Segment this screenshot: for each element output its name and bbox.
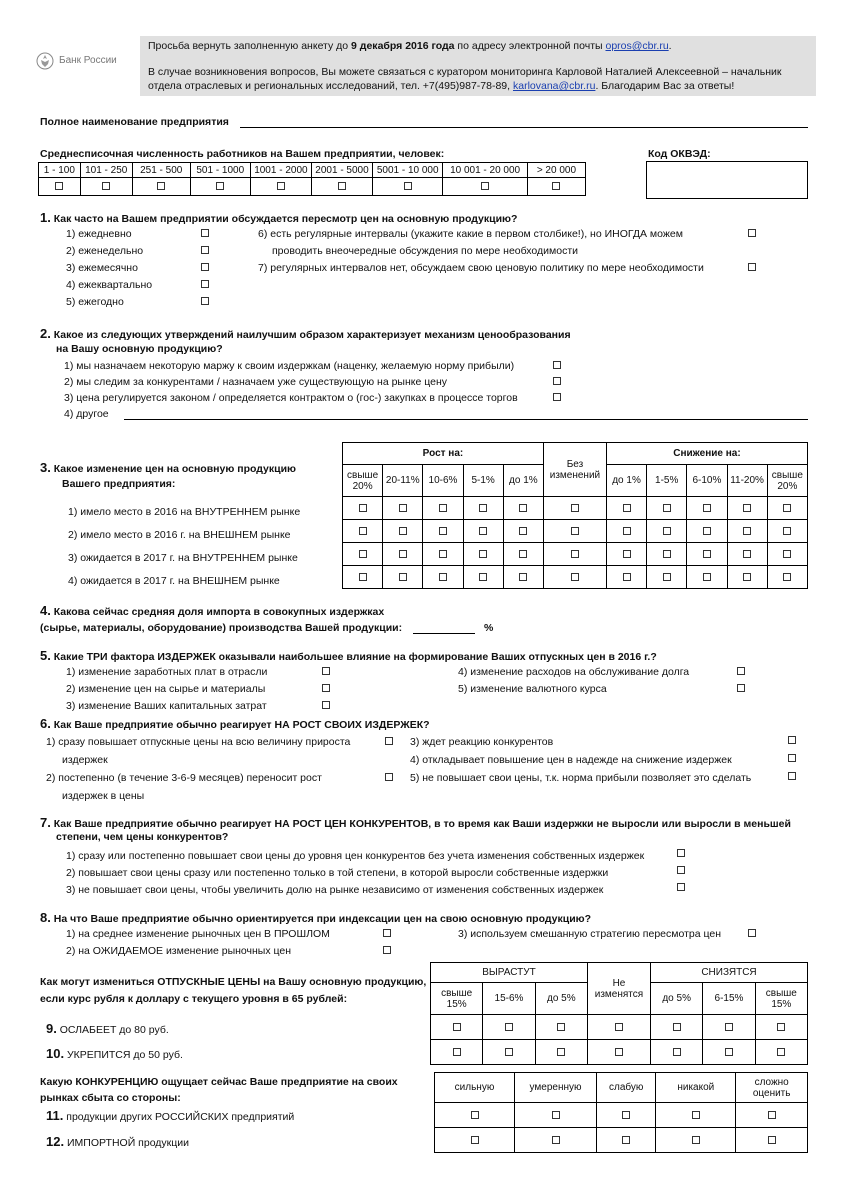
q7-option: 1) сразу или постепенно повышает свои цены до уровня цен конкурентов без учета изменения собственных издержек	[66, 850, 645, 862]
q3-checkbox[interactable]	[479, 550, 487, 558]
q3-checkbox[interactable]	[399, 504, 407, 512]
q9-10-decline-header: СНИЗЯТСЯ	[650, 963, 807, 983]
q2-option-other: 4) другое	[64, 408, 109, 420]
q9-10-decline-col: до 5%	[650, 983, 702, 1015]
employees-checkbox[interactable]	[55, 182, 63, 190]
q7-option: 3) не повышает свои цены, чтобы увеличить долю на рынке независимо от изменения собственных издержек	[66, 884, 604, 896]
employees-table	[38, 162, 586, 196]
q7-title-cont: степени, чем цены конкурентов?	[56, 831, 229, 843]
q3-nochange-header: Без изменений	[543, 443, 606, 497]
employees-checkbox[interactable]	[481, 182, 489, 190]
q11-checkbox[interactable]	[768, 1111, 776, 1119]
q3-growth-header: Рост на:	[343, 443, 544, 465]
q7-checkbox[interactable]	[677, 883, 685, 891]
employees-range: 5001 - 10 000	[373, 163, 443, 178]
q10-row	[431, 1040, 808, 1065]
q3-growth-col: 5-1%	[463, 465, 503, 497]
q4-title-cont: (сырье, материалы, оборудование) производства Вашей продукции:	[40, 622, 403, 634]
q3-checkbox[interactable]	[519, 573, 527, 581]
q6-checkbox[interactable]	[385, 737, 393, 745]
q6-option-1-cont: издержек	[62, 754, 108, 766]
q11-12-col: умеренную	[515, 1073, 597, 1103]
q8-checkbox[interactable]	[383, 946, 391, 954]
q3-checkbox[interactable]	[623, 550, 631, 558]
q9-checkbox[interactable]	[725, 1023, 733, 1031]
q2-title: 2. Какое из следующих утверждений наилучшим образом характеризует механизм ценообразования	[40, 326, 571, 341]
q1-title: 1. Как часто на Вашем предприятии обсуждается пересмотр цен на основную продукцию?	[40, 210, 518, 225]
q3-checkbox[interactable]	[623, 504, 631, 512]
okved-label: Код ОКВЭД:	[648, 148, 711, 160]
q6-option-5: 5) не повышает свои цены, т.к. норма прибыли позволяет это сделать	[410, 772, 752, 784]
employees-checkbox[interactable]	[338, 182, 346, 190]
employees-checkbox[interactable]	[102, 182, 110, 190]
q3-checkbox[interactable]	[359, 550, 367, 558]
q3-checkbox[interactable]	[399, 550, 407, 558]
q1-checkbox[interactable]	[748, 229, 756, 237]
q3-row	[343, 543, 808, 566]
q3-checkbox[interactable]	[439, 504, 447, 512]
q3-checkbox[interactable]	[479, 527, 487, 535]
q3-checkbox[interactable]	[479, 504, 487, 512]
q3-row-label: 1) имело место в 2016 на ВНУТРЕННЕМ рынке	[68, 506, 301, 518]
q10-checkbox[interactable]	[557, 1048, 565, 1056]
q3-title-cont: Вашего предприятия:	[62, 478, 176, 490]
q3-checkbox[interactable]	[439, 573, 447, 581]
q3-row	[343, 497, 808, 520]
q12-checkbox[interactable]	[622, 1136, 630, 1144]
q8-checkbox[interactable]	[748, 929, 756, 937]
q9-checkbox[interactable]	[777, 1023, 785, 1031]
q10-checkbox[interactable]	[505, 1048, 513, 1056]
q3-checkbox[interactable]	[743, 527, 751, 535]
q9-row	[431, 1015, 808, 1040]
q3-row-label: 2) имело место в 2016 г. на ВНЕШНЕМ рынке	[68, 529, 291, 541]
q11-12-col: никакой	[656, 1073, 736, 1103]
q9-10-decline-col: свыше 15%	[755, 983, 807, 1015]
q3-growth-col: 20-11%	[383, 465, 423, 497]
q9-checkbox[interactable]	[615, 1023, 623, 1031]
q6-option-4: 4) откладывает повышение цен в надежде на снижение издержек	[410, 754, 732, 766]
q11-checkbox[interactable]	[622, 1111, 630, 1119]
company-name-field[interactable]	[240, 127, 808, 128]
q3-checkbox[interactable]	[399, 527, 407, 535]
q12-checkbox[interactable]	[768, 1136, 776, 1144]
q3-checkbox[interactable]	[623, 527, 631, 535]
q5-checkbox[interactable]	[322, 701, 330, 709]
q9-checkbox[interactable]	[453, 1023, 461, 1031]
employees-checkbox[interactable]	[216, 182, 224, 190]
q3-decline-header: Снижение на:	[606, 443, 807, 465]
q5-checkbox[interactable]	[322, 684, 330, 692]
q9-10-decline-col: 6-15%	[703, 983, 755, 1015]
q3-checkbox[interactable]	[783, 527, 791, 535]
q2-other-field[interactable]	[124, 419, 808, 420]
q2-title-cont: на Вашу основную продукцию?	[56, 343, 223, 355]
q1-option: 2) еженедельно	[66, 245, 144, 257]
q7-option: 2) повышает свои цены сразу или постепенно только в той степени, в которой выросли собственные издержки	[66, 867, 609, 879]
q3-checkbox[interactable]	[663, 573, 671, 581]
q5-option: 4) изменение расходов на обслуживание долга	[458, 666, 690, 678]
q4-import-share-field[interactable]	[413, 633, 475, 634]
q7-checkbox[interactable]	[677, 849, 685, 857]
q6-title: 6. Как Ваше предприятие обычно реагирует НА РОСТ СВОИХ ИЗДЕРЖЕК?	[40, 716, 430, 731]
q9-10-title: Как могут измениться ОТПУСКНЫЕ ЦЕНЫ на Вашу основную продукцию,	[40, 976, 427, 988]
q1-option-7: 7) регулярных интервалов нет, обсуждаем свою ценовую политику по мере необходимости	[258, 262, 704, 274]
q3-decline-col: 6-10%	[687, 465, 727, 497]
q3-price-change-table	[342, 442, 808, 589]
q11-checkbox[interactable]	[692, 1111, 700, 1119]
q11-12-title-cont: рынках сбыта со стороны:	[40, 1092, 181, 1104]
q9-10-title-cont: если курс рубля к доллару с текущего уровня в 65 рублей:	[40, 993, 348, 1005]
employees-range: 1 - 100	[39, 163, 81, 178]
q3-checkbox[interactable]	[743, 573, 751, 581]
q5-option: 1) изменение заработных плат в отрасли	[66, 666, 268, 678]
employees-checkbox[interactable]	[157, 182, 165, 190]
q6-option-3: 3) ждет реакцию конкурентов	[410, 736, 554, 748]
q3-decline-col: 11-20%	[727, 465, 767, 497]
q3-checkbox[interactable]	[663, 504, 671, 512]
q8-option-1: 1) на среднее изменение рыночных цен В ПРОШЛОМ	[66, 928, 330, 940]
q3-row-label: 4) ожидается в 2017 г. на ВНЕШНЕМ рынке	[68, 575, 280, 587]
q1-checkbox[interactable]	[201, 229, 209, 237]
employees-range: 1001 - 2000	[250, 163, 311, 178]
header-line-1: Просьба вернуть заполненную анкету до 9 декабря 2016 года по адресу электронной почты opros@cbr.ru.	[148, 40, 672, 52]
q3-row-label: 3) ожидается в 2017 г. на ВНУТРЕННЕМ рынке	[68, 552, 298, 564]
q11-12-competition-table	[434, 1072, 808, 1153]
q8-checkbox[interactable]	[383, 929, 391, 937]
employees-range: > 20 000	[527, 163, 585, 178]
q9-10-nochange-header: Не изменятся	[587, 963, 650, 1015]
q1-checkbox[interactable]	[201, 297, 209, 305]
q3-checkbox[interactable]	[571, 527, 579, 535]
q2-option: 1) мы назначаем некоторую маржу к своим издержкам (наценку, желаемую норму прибыли)	[64, 360, 515, 372]
q9-10-grow-col: до 5%	[535, 983, 587, 1015]
q1-option-6: 6) есть регулярные интервалы (укажите какие в первом столбике!), но ИНОГДА можем	[258, 228, 683, 240]
q3-growth-col: 10-6%	[423, 465, 463, 497]
q3-checkbox[interactable]	[359, 527, 367, 535]
q3-checkbox[interactable]	[703, 527, 711, 535]
q11-12-title: Какую КОНКУРЕНЦИЮ ощущает сейчас Ваше предприятие на своих	[40, 1076, 398, 1088]
q3-decline-col: до 1%	[606, 465, 646, 497]
employees-checkbox[interactable]	[277, 182, 285, 190]
q3-checkbox[interactable]	[519, 504, 527, 512]
q1-option: 4) ежеквартально	[66, 279, 153, 291]
q2-checkbox[interactable]	[553, 361, 561, 369]
q5-option: 5) изменение валютного курса	[458, 683, 607, 695]
okved-field[interactable]	[646, 161, 808, 199]
employees-range: 101 - 250	[80, 163, 132, 178]
header-line-2: В случае возникновения вопросов, Вы можете связаться с куратором мониторинга Карловой Наталией Алексеевной – начальник	[148, 66, 782, 78]
q3-checkbox[interactable]	[571, 573, 579, 581]
q4-unit: %	[484, 622, 494, 634]
q6-checkbox[interactable]	[385, 773, 393, 781]
q2-option: 3) цена регулируется законом / определяется контрактом о (гос-) закупках в процессе торгов	[64, 392, 518, 404]
bank-emblem-icon	[36, 52, 54, 70]
q3-decline-col: 1-5%	[647, 465, 687, 497]
employees-checkbox[interactable]	[404, 182, 412, 190]
q1-checkbox[interactable]	[201, 280, 209, 288]
q1-option: 1) ежедневно	[66, 228, 132, 240]
q6-checkbox[interactable]	[788, 754, 796, 762]
q2-checkbox[interactable]	[553, 377, 561, 385]
q6-option-2: 2) постепенно (в течение 3-6-9 месяцев) переносит рост	[46, 772, 322, 784]
company-name-label: Полное наименование предприятия	[40, 116, 229, 128]
q10-checkbox[interactable]	[615, 1048, 623, 1056]
q3-checkbox[interactable]	[703, 550, 711, 558]
q6-checkbox[interactable]	[788, 772, 796, 780]
q9-10-grow-header: ВЫРАСТУТ	[431, 963, 588, 983]
q9-10-grow-col: свыше 15%	[431, 983, 483, 1015]
q7-title: 7. Как Ваше предприятие обычно реагирует НА РОСТ ЦЕН КОНКУРЕНТОВ, в то время как Ваши издержки не выросли или выросли в меньшей	[40, 815, 791, 830]
email-link-opros[interactable]: opros@cbr.ru	[605, 40, 669, 52]
employees-checkbox[interactable]	[552, 182, 560, 190]
q3-checkbox[interactable]	[571, 550, 579, 558]
q5-checkbox[interactable]	[322, 667, 330, 675]
q3-checkbox[interactable]	[783, 504, 791, 512]
q3-checkbox[interactable]	[519, 550, 527, 558]
q5-checkbox[interactable]	[737, 684, 745, 692]
q3-checkbox[interactable]	[783, 550, 791, 558]
q2-option: 2) мы следим за конкурентами / назначаем уже существующую на рынке цену	[64, 376, 448, 388]
bank-logo	[36, 52, 136, 72]
q1-option-6-cont: проводить внеочередные обсуждения по мере необходимости	[272, 245, 579, 257]
q11-12-col: слабую	[597, 1073, 656, 1103]
q8-option-2: 2) на ОЖИДАЕМОЕ изменение рыночных цен	[66, 945, 292, 957]
employees-range: 2001 - 5000	[311, 163, 372, 178]
q9-10-exchange-rate-table	[430, 962, 808, 1065]
q5-option: 2) изменение цен на сырье и материалы	[66, 683, 266, 695]
q10-checkbox[interactable]	[453, 1048, 461, 1056]
q10-checkbox[interactable]	[673, 1048, 681, 1056]
email-link-karlovana[interactable]: karlovana@cbr.ru	[512, 80, 596, 92]
q12-checkbox[interactable]	[471, 1136, 479, 1144]
q10-label: 10. УКРЕПИТСЯ до 50 руб.	[46, 1046, 183, 1061]
q3-row	[343, 566, 808, 589]
q3-checkbox[interactable]	[663, 527, 671, 535]
q8-title: 8. На что Ваше предприятие обычно ориентируется при индексации цен на свою основную продукцию?	[40, 910, 592, 925]
q3-checkbox[interactable]	[439, 527, 447, 535]
q4-title: 4. Какова сейчас средняя доля импорта в совокупных издержках	[40, 603, 385, 618]
q3-growth-col: свыше 20%	[343, 465, 383, 497]
q9-checkbox[interactable]	[505, 1023, 513, 1031]
q11-checkbox[interactable]	[552, 1111, 560, 1119]
q3-checkbox[interactable]	[783, 573, 791, 581]
q9-10-grow-col: 15-6%	[483, 983, 535, 1015]
q1-checkbox[interactable]	[201, 263, 209, 271]
q3-checkbox[interactable]	[519, 527, 527, 535]
q1-checkbox[interactable]	[201, 246, 209, 254]
q2-checkbox[interactable]	[553, 393, 561, 401]
q7-checkbox[interactable]	[677, 866, 685, 874]
q8-option-3: 3) используем смешанную стратегию пересмотра цен	[458, 928, 722, 940]
q11-12-col: сильную	[435, 1073, 515, 1103]
q3-checkbox[interactable]	[399, 573, 407, 581]
employees-range: 10 001 - 20 000	[443, 163, 528, 178]
q11-row	[435, 1103, 808, 1128]
q1-checkbox[interactable]	[748, 263, 756, 271]
q3-decline-col: свыше 20%	[767, 465, 807, 497]
q1-option: 5) ежегодно	[66, 296, 124, 308]
q3-row	[343, 520, 808, 543]
q3-checkbox[interactable]	[703, 504, 711, 512]
q1-option: 3) ежемесячно	[66, 262, 138, 274]
q3-checkbox[interactable]	[359, 504, 367, 512]
q5-title: 5. Какие ТРИ фактора ИЗДЕРЖЕК оказывали наибольшее влияние на формирование Ваших отпускных цен в 2016 г.?	[40, 648, 657, 663]
q3-growth-col: до 1%	[503, 465, 543, 497]
q3-checkbox[interactable]	[439, 550, 447, 558]
employees-range: 501 - 1000	[190, 163, 250, 178]
q3-checkbox[interactable]	[743, 504, 751, 512]
q10-checkbox[interactable]	[777, 1048, 785, 1056]
q3-checkbox[interactable]	[479, 573, 487, 581]
q12-row	[435, 1128, 808, 1153]
employees-range: 251 - 500	[132, 163, 190, 178]
q3-checkbox[interactable]	[743, 550, 751, 558]
q3-checkbox[interactable]	[571, 504, 579, 512]
q9-checkbox[interactable]	[557, 1023, 565, 1031]
q6-checkbox[interactable]	[788, 736, 796, 744]
q12-checkbox[interactable]	[692, 1136, 700, 1144]
logo-text: Банк России	[59, 55, 117, 66]
q12-label: 12. ИМПОРТНОЙ продукции	[46, 1134, 190, 1149]
q12-checkbox[interactable]	[552, 1136, 560, 1144]
q11-12-col: сложно оценить	[736, 1073, 808, 1103]
q3-checkbox[interactable]	[359, 573, 367, 581]
q6-option-1: 1) сразу повышает отпускные цены на всю величину прироста	[46, 736, 351, 748]
q9-label: 9. ОСЛАБЕЕТ до 80 руб.	[46, 1021, 169, 1036]
q6-option-2-cont: издержек в цены	[62, 790, 145, 802]
q3-checkbox[interactable]	[663, 550, 671, 558]
q3-title: 3. Какое изменение цен на основную продукцию	[40, 460, 297, 475]
q10-checkbox[interactable]	[725, 1048, 733, 1056]
q11-label: 11. продукции других РОССИЙСКИХ предприятий	[46, 1108, 295, 1123]
header-line-3: отдела отраслевых и региональных исследований, тел. +7(495)987-78-89, karlovana@cbr.ru. Благодарим Вас за ответы!	[148, 80, 735, 92]
employees-label: Среднесписочная численность работников на Вашем предприятии, человек:	[40, 148, 445, 160]
q9-checkbox[interactable]	[673, 1023, 681, 1031]
q3-checkbox[interactable]	[703, 573, 711, 581]
q5-option: 3) изменение Ваших капитальных затрат	[66, 700, 267, 712]
q3-checkbox[interactable]	[623, 573, 631, 581]
q11-checkbox[interactable]	[471, 1111, 479, 1119]
q5-checkbox[interactable]	[737, 667, 745, 675]
